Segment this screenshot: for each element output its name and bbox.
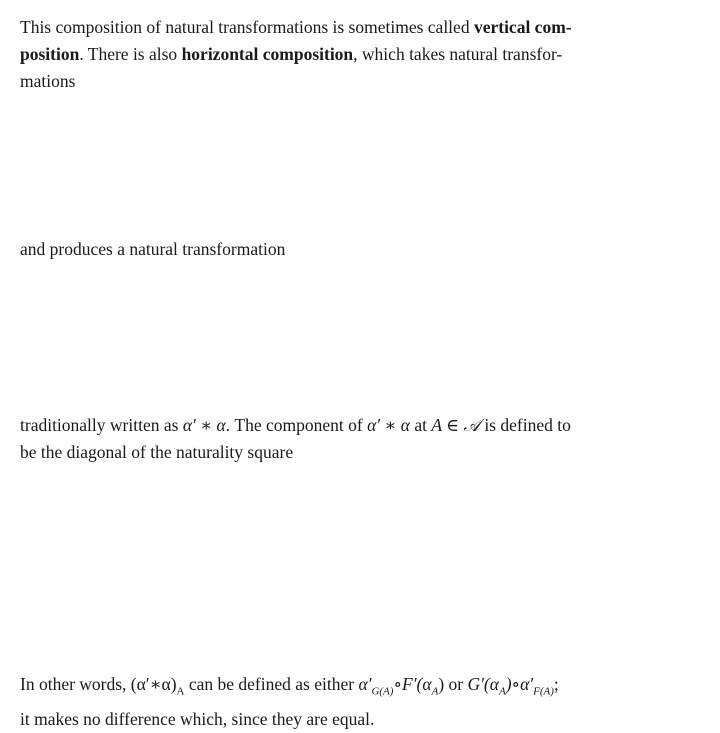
- text: . There is also: [79, 44, 182, 64]
- math: $G'(\alpha_A)\circ\alpha'_{F(A)}$: [467, 674, 554, 698]
- label-top-arrow: $F'(\alpha_A)$: [338, 510, 363, 522]
- diagram-1: [240, 119, 473, 199]
- paragraph-in-other-words: [20, 671, 704, 733]
- category-A-double-prime: 𝒜″,: [392, 331, 422, 352]
- text: , which takes natural transfor-: [353, 44, 563, 64]
- bold-term: position: [20, 44, 80, 64]
- text: . The component of: [225, 415, 368, 435]
- text: can be defined as either: [184, 674, 359, 694]
- text: ) or: [438, 674, 468, 694]
- category-A-prime: 𝒜′: [343, 148, 365, 169]
- label-bottom-composite: G′∘G: [337, 370, 359, 381]
- double-arrow-alpha-prime: ⇓: [399, 153, 413, 170]
- category-A-double-prime: 𝒜″: [449, 148, 473, 169]
- label-G: G: [298, 188, 306, 199]
- math: α′ ∗ α: [182, 415, 226, 435]
- node-bottom-right: G′(G(A)).: [389, 600, 461, 620]
- bold-term: horizontal composition: [181, 44, 354, 64]
- math: $\alpha'_{G(A)}\circ F'(\alpha_A$: [358, 674, 439, 698]
- paragraph-component: [20, 412, 704, 466]
- paragraph-produces: [20, 236, 704, 263]
- text: it makes no difference which, since they are equal.: [20, 708, 375, 729]
- text: ;: [553, 674, 559, 694]
- label-alpha-prime: α′: [412, 156, 420, 167]
- math: α′ ∗ α: [367, 415, 410, 435]
- double-arrow: ⇓: [341, 335, 355, 352]
- label-right-arrow: $\alpha'_{G(A)}$: [440, 565, 460, 577]
- label-left-arrow: $\alpha'_{F(A)}$: [248, 565, 267, 577]
- text: be the diagonal of the naturality square: [20, 442, 294, 462]
- diagram-2: [288, 300, 421, 381]
- bold-term: vertical com-: [473, 17, 572, 37]
- label-alpha: α: [305, 156, 311, 167]
- label-F-prime: F′: [401, 120, 409, 131]
- category-A: 𝒜: [288, 331, 306, 352]
- label-bottom-arrow: $G'(\alpha_A)$: [337, 622, 364, 634]
- double-arrow-alpha: ⇓: [292, 153, 306, 170]
- label-top-composite: F′∘F: [338, 300, 357, 311]
- node-top-left: F′(F(A)): [244, 516, 305, 536]
- text: This composition of natural transformations is sometimes called: [20, 17, 474, 37]
- node-bottom-left: G′(F(A)): [244, 600, 308, 620]
- text: In other words, $(\alpha'∗\alpha)_A$: [20, 674, 185, 698]
- label-G-prime: G′: [401, 188, 411, 199]
- arrow-F: [258, 139, 340, 152]
- node-top-right: F′(G(A)): [395, 516, 459, 536]
- text: is defined to: [479, 415, 571, 435]
- paragraph-vertical-composition: [20, 14, 704, 95]
- text: mations: [20, 71, 76, 91]
- text: traditionally written as: [20, 415, 183, 435]
- text: at: [409, 415, 432, 435]
- math: A ∈ 𝒜: [431, 415, 480, 435]
- arrow-top: [308, 322, 388, 333]
- arrow-F-prime: [366, 139, 446, 152]
- text: and produces a natural transformation: [20, 239, 286, 259]
- label-F: F: [299, 119, 305, 130]
- diagram-3: [244, 510, 460, 634]
- category-A: 𝒜: [240, 149, 258, 170]
